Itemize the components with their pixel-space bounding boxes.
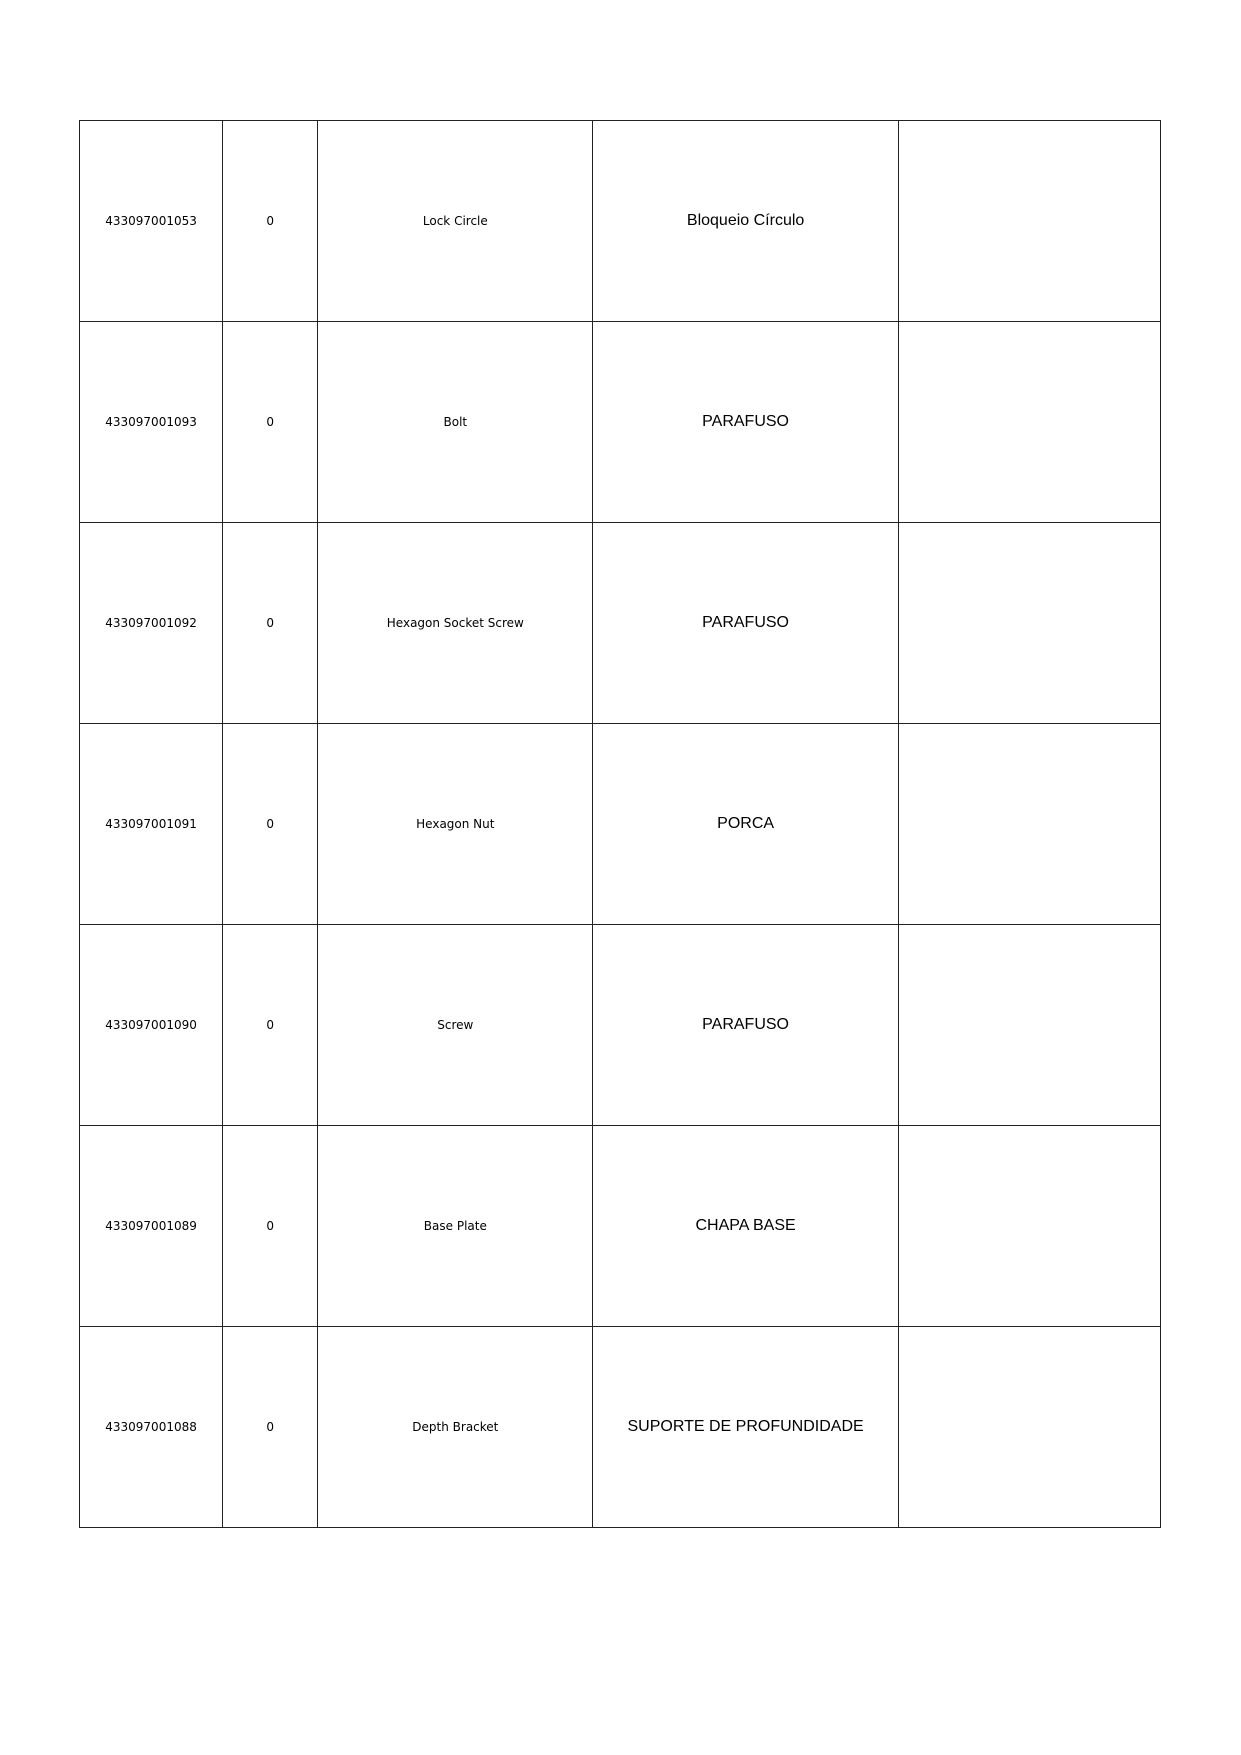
name-english-cell: Hexagon Nut <box>318 724 593 925</box>
quantity-cell: 0 <box>223 523 318 724</box>
part-code-cell: 433097001091 <box>80 724 223 925</box>
notes-cell <box>898 1327 1160 1528</box>
name-portuguese-cell: PARAFUSO <box>593 925 898 1126</box>
quantity-cell: 0 <box>223 925 318 1126</box>
quantity-cell: 0 <box>223 121 318 322</box>
name-english-cell: Base Plate <box>318 1126 593 1327</box>
name-portuguese-cell: Bloqueio Círculo <box>593 121 898 322</box>
name-portuguese-cell: PORCA <box>593 724 898 925</box>
table-row <box>80 724 1161 925</box>
part-code-cell: 433097001088 <box>80 1327 223 1528</box>
name-portuguese-cell: PARAFUSO <box>593 322 898 523</box>
table-row <box>80 1126 1161 1327</box>
part-code-cell: 433097001053 <box>80 121 223 322</box>
table-row <box>80 1327 1161 1528</box>
quantity-cell: 0 <box>223 322 318 523</box>
notes-cell <box>898 322 1160 523</box>
part-code-cell: 433097001092 <box>80 523 223 724</box>
name-portuguese-cell: SUPORTE DE PROFUNDIDADE <box>593 1327 898 1528</box>
notes-cell <box>898 121 1160 322</box>
name-portuguese-cell: PARAFUSO <box>593 523 898 724</box>
notes-cell <box>898 925 1160 1126</box>
notes-cell <box>898 1126 1160 1327</box>
name-english-cell: Bolt <box>318 322 593 523</box>
part-code-cell: 433097001089 <box>80 1126 223 1327</box>
parts-table <box>79 120 1161 1528</box>
notes-cell <box>898 523 1160 724</box>
part-code-cell: 433097001093 <box>80 322 223 523</box>
table-row <box>80 523 1161 724</box>
part-code-cell: 433097001090 <box>80 925 223 1126</box>
table-row <box>80 925 1161 1126</box>
name-english-cell: Depth Bracket <box>318 1327 593 1528</box>
table-row <box>80 121 1161 322</box>
name-english-cell: Screw <box>318 925 593 1126</box>
name-english-cell: Hexagon Socket Screw <box>318 523 593 724</box>
quantity-cell: 0 <box>223 724 318 925</box>
name-portuguese-cell: CHAPA BASE <box>593 1126 898 1327</box>
name-english-cell: Lock Circle <box>318 121 593 322</box>
quantity-cell: 0 <box>223 1126 318 1327</box>
notes-cell <box>898 724 1160 925</box>
table-row <box>80 322 1161 523</box>
quantity-cell: 0 <box>223 1327 318 1528</box>
